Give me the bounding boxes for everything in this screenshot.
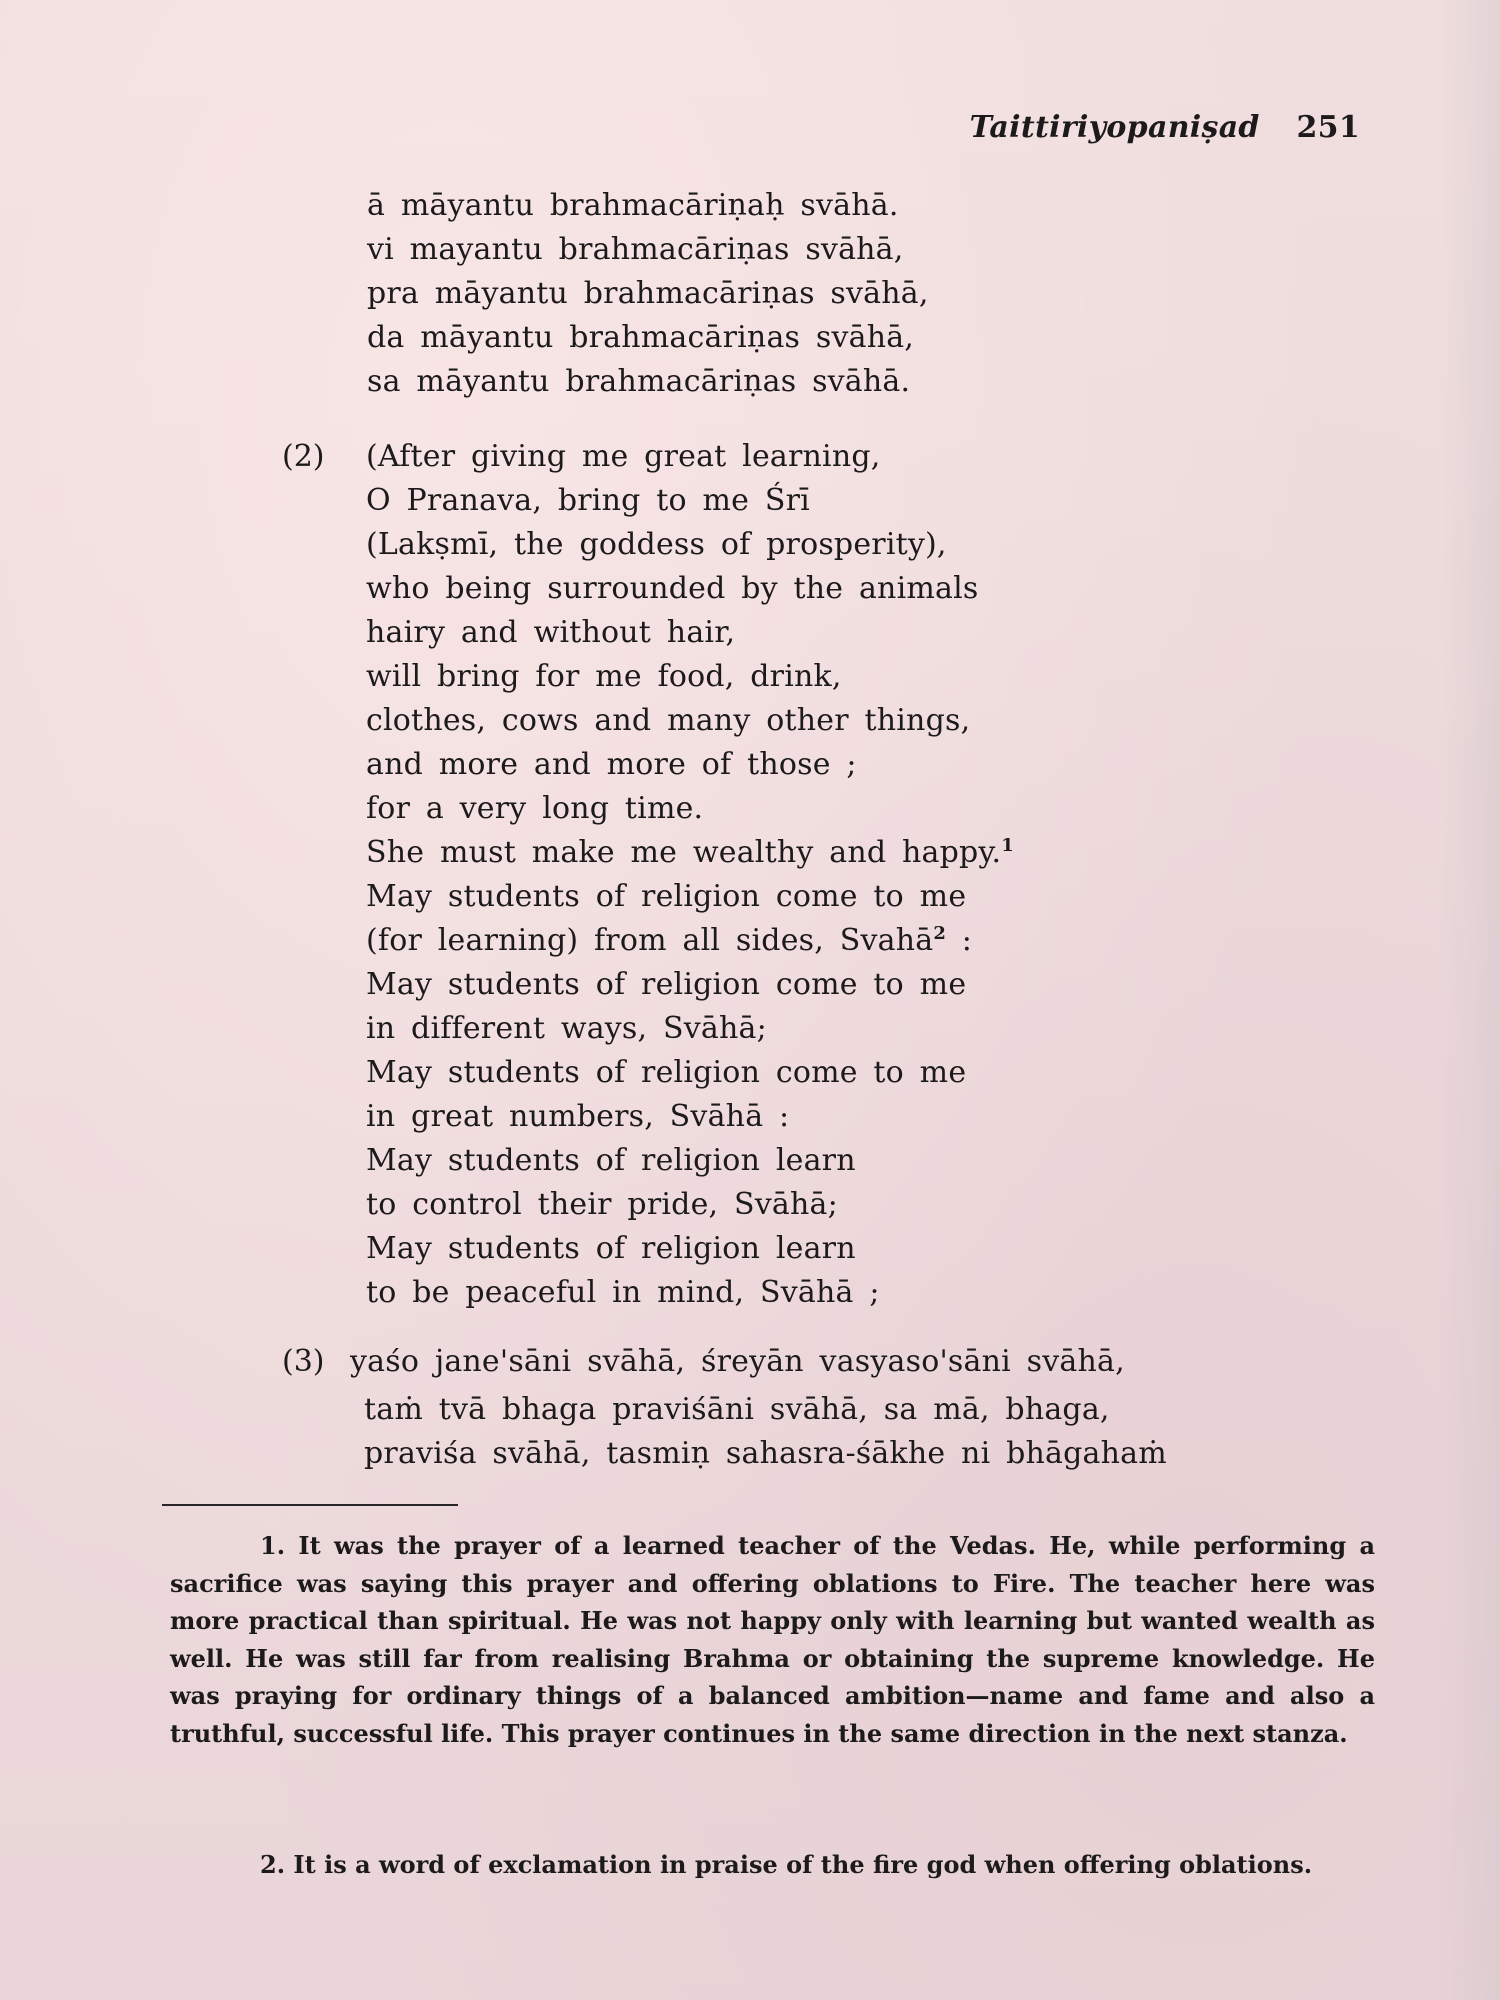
stanza-2-line-text: She must make me wealthy and happy.	[366, 835, 1002, 870]
header-title: Taittiriyopaniṣad	[969, 110, 1260, 145]
stanza-2-line: to control their pride, Svāhā;	[366, 1187, 838, 1222]
footnote-1-text: It was the prayer of a learned teacher of the Vedas. He, while performing a sacrifice was saying this prayer and offering oblations to Fire. The teacher here was more practical than spiritual. He was not happy only with learning but wanted wealth as well. He was still far from realising Brahma or obtaining the supreme knowledge. He was praying for ordinary things of a balanced ambition—name and fame and also a truthful, successful life. This prayer continues in the same direction in the next stanza.	[170, 1531, 1376, 1748]
stanza-2-line: May students of religion learn	[366, 1231, 856, 1266]
footnote-ref-2[interactable]: 2	[933, 923, 947, 944]
stanza-1-line: pra māyantu brahmacāriṇas svāhā,	[367, 276, 929, 311]
stanza-2-line-tail: :	[946, 923, 973, 958]
stanza-2-line: in different ways, Svāhā;	[366, 1011, 767, 1046]
footnote-2-number: 2.	[260, 1850, 286, 1879]
footnote-divider	[162, 1504, 458, 1506]
stanza-2-line: clothes, cows and many other things,	[366, 703, 971, 738]
stanza-3-line: taṁ tvā bhaga praviśāni svāhā, sa mā, bhaga,	[364, 1392, 1110, 1427]
page-number: 251	[1296, 110, 1360, 145]
stanza-3-line: praviśa svāhā, tasmiṇ sahasra-śākhe ni bhāgahaṁ	[364, 1436, 1167, 1471]
running-header	[970, 110, 1360, 145]
stanza-2-line: May students of religion come to me	[366, 967, 967, 1002]
stanza-2-line: hairy and without hair,	[366, 615, 736, 650]
stanza-1-line: ā māyantu brahmacāriṇaḥ svāhā.	[367, 188, 899, 223]
stanza-1-line: vi mayantu brahmacāriṇas svāhā,	[367, 232, 904, 267]
footnote-2	[170, 1846, 1375, 1884]
stanza-2-line: and more and more of those ;	[366, 747, 857, 782]
stanza-2-line: (After giving me great learning,	[366, 439, 881, 474]
stanza-2-line: (Lakṣmī, the goddess of prosperity),	[366, 527, 947, 562]
footnote-1-number: 1.	[260, 1531, 286, 1560]
stanza-2-line-text: (for learning) from all sides, Svahā	[366, 923, 934, 958]
page-edge-shadow	[1440, 0, 1500, 2000]
footnote-2-text: It is a word of exclamation in praise of the fire god when offering oblations.	[293, 1850, 1313, 1879]
stanza-2-line: May students of religion come to me	[366, 1055, 967, 1090]
stanza-2-line: May students of religion come to me	[366, 879, 967, 914]
footnote-1	[170, 1527, 1375, 1752]
stanza-2-line: O Pranava, bring to me Śrī	[366, 483, 810, 518]
stanza-2-line: May students of religion learn	[366, 1143, 856, 1178]
footnote-ref-1[interactable]: 1	[1001, 835, 1015, 856]
stanza-2-number: (2)	[282, 439, 325, 474]
stanza-2-line: who being surrounded by the animals	[366, 571, 979, 606]
stanza-2-line-with-footnote	[366, 831, 1014, 875]
stanza-3-number: (3)	[282, 1344, 325, 1379]
stanza-2-line: will bring for me food, drink,	[366, 659, 842, 694]
stanza-2-line-with-footnote	[366, 919, 972, 963]
stanza-2-line: in great numbers, Svāhā :	[366, 1099, 790, 1134]
stanza-2-line: to be peaceful in mind, Svāhā ;	[366, 1275, 880, 1310]
stanza-2-line: for a very long time.	[366, 791, 704, 826]
stanza-1-line: sa māyantu brahmacāriṇas svāhā.	[367, 364, 911, 399]
stanza-3-line: yaśo jane'sāni svāhā, śreyān vasyaso'sāni svāhā,	[350, 1344, 1125, 1379]
stanza-1-line: da māyantu brahmacāriṇas svāhā,	[367, 320, 915, 355]
